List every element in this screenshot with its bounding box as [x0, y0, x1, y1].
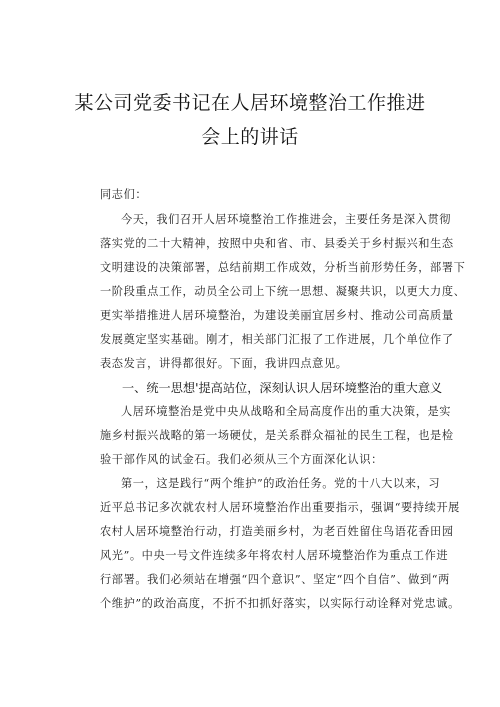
paragraph-1-line: 落实党的二十大精神，按照中央和省、市、县委关于乡村振兴和生态: [100, 237, 454, 250]
document-title-line-1: 某公司党委书记在人居环境整治工作推进: [74, 92, 426, 114]
paragraph-3-line: 风光”。中央一号文件连续多年将农村人居环境整治作为重点工作进: [100, 549, 449, 562]
paragraph-2-line: 验干部作风的试金石。我们必须从三个方面深化认识：: [100, 453, 383, 466]
paragraph-3-line: 行部署。我们必须站在增强“四个意识”、坚定“四个自信”、做到“两: [100, 573, 450, 586]
paragraph-2-line: 施乡村振兴战略的第一场硬仗，是关系群众福祉的民生工程，也是检: [100, 429, 454, 442]
paragraph-1-line: 发展奠定坚实基础。刚才，相关部门汇报了工作进展，几个单位作了: [100, 333, 454, 346]
paragraph-1-line: 表态发言，讲得都很好。下面，我讲四点意见。: [100, 357, 348, 370]
document-title-line-2: 会上的讲话: [201, 126, 299, 148]
paragraph-1-line: 文明建设的决策部署，总结前期工作成效，分析当前形势任务，部署下: [100, 261, 466, 274]
paragraph-3-line: 近平总书记多次就农村人居环境整治作出重要指示，强调“要持续开展: [100, 501, 460, 514]
paragraph-1-line: 一阶段重点工作，动员全公司上下统一思想、凝聚共识，以更大力度、: [100, 285, 466, 298]
paragraph-1-line: 更实举措推进人居环境整治，为建设美丽宜居乡村、推动公司高质量: [100, 309, 454, 322]
section-heading-1: 一、统一思想'提高站位，深刻认识人居环境整治的重大意义: [122, 381, 443, 395]
paragraph-3-line: 个维护”的政治高度，不折不扣抓好落实，以实际行动诠释对党忠诚。: [100, 597, 460, 610]
paragraph-1-line: 今天，我们召开人居环境整治工作推进会，主要任务是深入贯彻: [121, 213, 452, 226]
paragraph-3-line: 第一，这是践行“两个维护”的政治任务。党的十八大以来，习: [121, 477, 441, 490]
paragraph-3-line: 农村人居环境整治行动，打造美丽乡村，为老百姓留住鸟语花香田园: [100, 525, 454, 538]
salutation: 同志们：: [100, 188, 148, 201]
paragraph-2-line: 人居环境整治是党中央从战略和全局高度作出的重大决策，是实: [121, 405, 452, 418]
